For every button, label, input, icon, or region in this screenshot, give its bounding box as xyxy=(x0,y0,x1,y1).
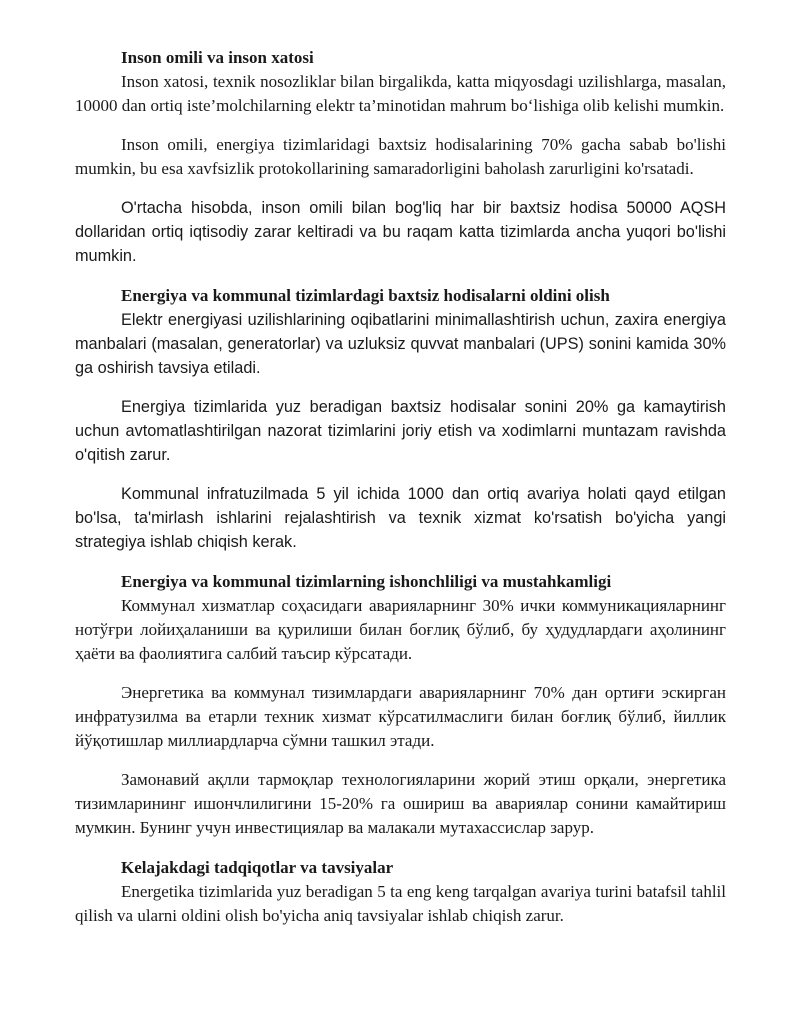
paragraph: Energiya tizimlarida yuz beradigan baxtsiz hodisalar sonini 20% ga kamaytirish uchun avtomatlashtirilgan nazorat tizimlarini joriy etish va xodimlarni muntazam ravishda o'qitish zarur. xyxy=(75,398,726,464)
paragraph: Energetika tizimlarida yuz beradigan 5 ta eng keng tarqalgan avariya turini batafsil tahlil qilish va ularni oldini olish bo'yicha aniq tavsiyalar ishlab chiqish zarur. xyxy=(75,882,726,925)
paragraph: Inson xatosi, texnik nosozliklar bilan birgalikda, katta miqyosdagi uzilishlarga, masalan, 10000 dan ortiq iste’molchilarning elektr ta’minotidan mahrum bo‘lishiga olib kelishi mumkin. xyxy=(75,72,726,115)
section-heading: Energiya va kommunal tizimlardagi baxtsiz hodisalarni oldini olish xyxy=(121,286,610,305)
section-heading: Kelajakdagi tadqiqotlar va tavsiyalar xyxy=(121,858,394,877)
paragraph: Энергетика ва коммунал тизимлардаги аварияларнинг 70% дан ортиғи эскирган инфратузилма ва етарли техник хизмат кўрсатилмаслиги билан боғлиқ бўлиб, йиллик йўқотишлар миллиардларча сўмни ташкил этади. xyxy=(75,683,726,750)
section-heading: Energiya va kommunal tizimlarning ishonchliligi va mustahkamligi xyxy=(121,572,612,591)
section-heading: Inson omili va inson xatosi xyxy=(121,48,314,67)
paragraph: Inson omili, energiya tizimlaridagi baxtsiz hodisalarining 70% gacha sabab bo'lishi mumkin, bu esa xavfsizlik protokollarining samaradorligini baholash zarurligini ko'rsatadi. xyxy=(75,135,726,178)
section-ishonchlilik xyxy=(75,570,726,840)
paragraph: Elektr energiyasi uzilishlarining oqibatlarini minimallashtirish uchun, zaxira energiya manbalari (masalan, generatorlar) va uzluksiz quvvat manbalari (UPS) sonini kamida 30% ga oshirish tavsiya etiladi. xyxy=(75,311,726,377)
paragraph: Kommunal infratuzilmada 5 yil ichida 1000 dan ortiq avariya holati qayd etilgan bo'lsa, ta'mirlash ishlarini rejalashtirish va texnik xizmat ko'rsatish bo'yicha yangi strategiya ishlab chiqish kerak. xyxy=(75,485,726,551)
paragraph: Коммунал хизматлар соҳасидаги аварияларнинг 30% ички коммуникацияларнинг нотўғри лойиҳаланиши ва қурилиши билан боғлиқ бўлиб, бу ҳудудлардаги аҳолининг ҳаёти ва фаолиятига салбий таъсир кўрсатади. xyxy=(75,596,726,663)
paragraph: Замонавий ақлли тармоқлар технологияларини жорий этиш орқали, энергетика тизимларининг ишончлилигини 15-20% га ошириш ва авариялар сонини камайтириш мумкин. Бунинг учун инвестициялар ва малакали мутахассислар зарур. xyxy=(75,770,726,837)
section-baxtsiz-hodisalar xyxy=(75,284,726,554)
paragraph: O'rtacha hisobda, inson omili bilan bog'liq har bir baxtsiz hodisa 50000 AQSH dollaridan ortiq iqtisodiy zarar keltiradi va bu raqam katta tizimlarda ancha yuqori bo'lishi mumkin. xyxy=(75,199,726,265)
section-tadqiqotlar xyxy=(75,856,726,928)
section-inson-omili xyxy=(75,46,726,268)
